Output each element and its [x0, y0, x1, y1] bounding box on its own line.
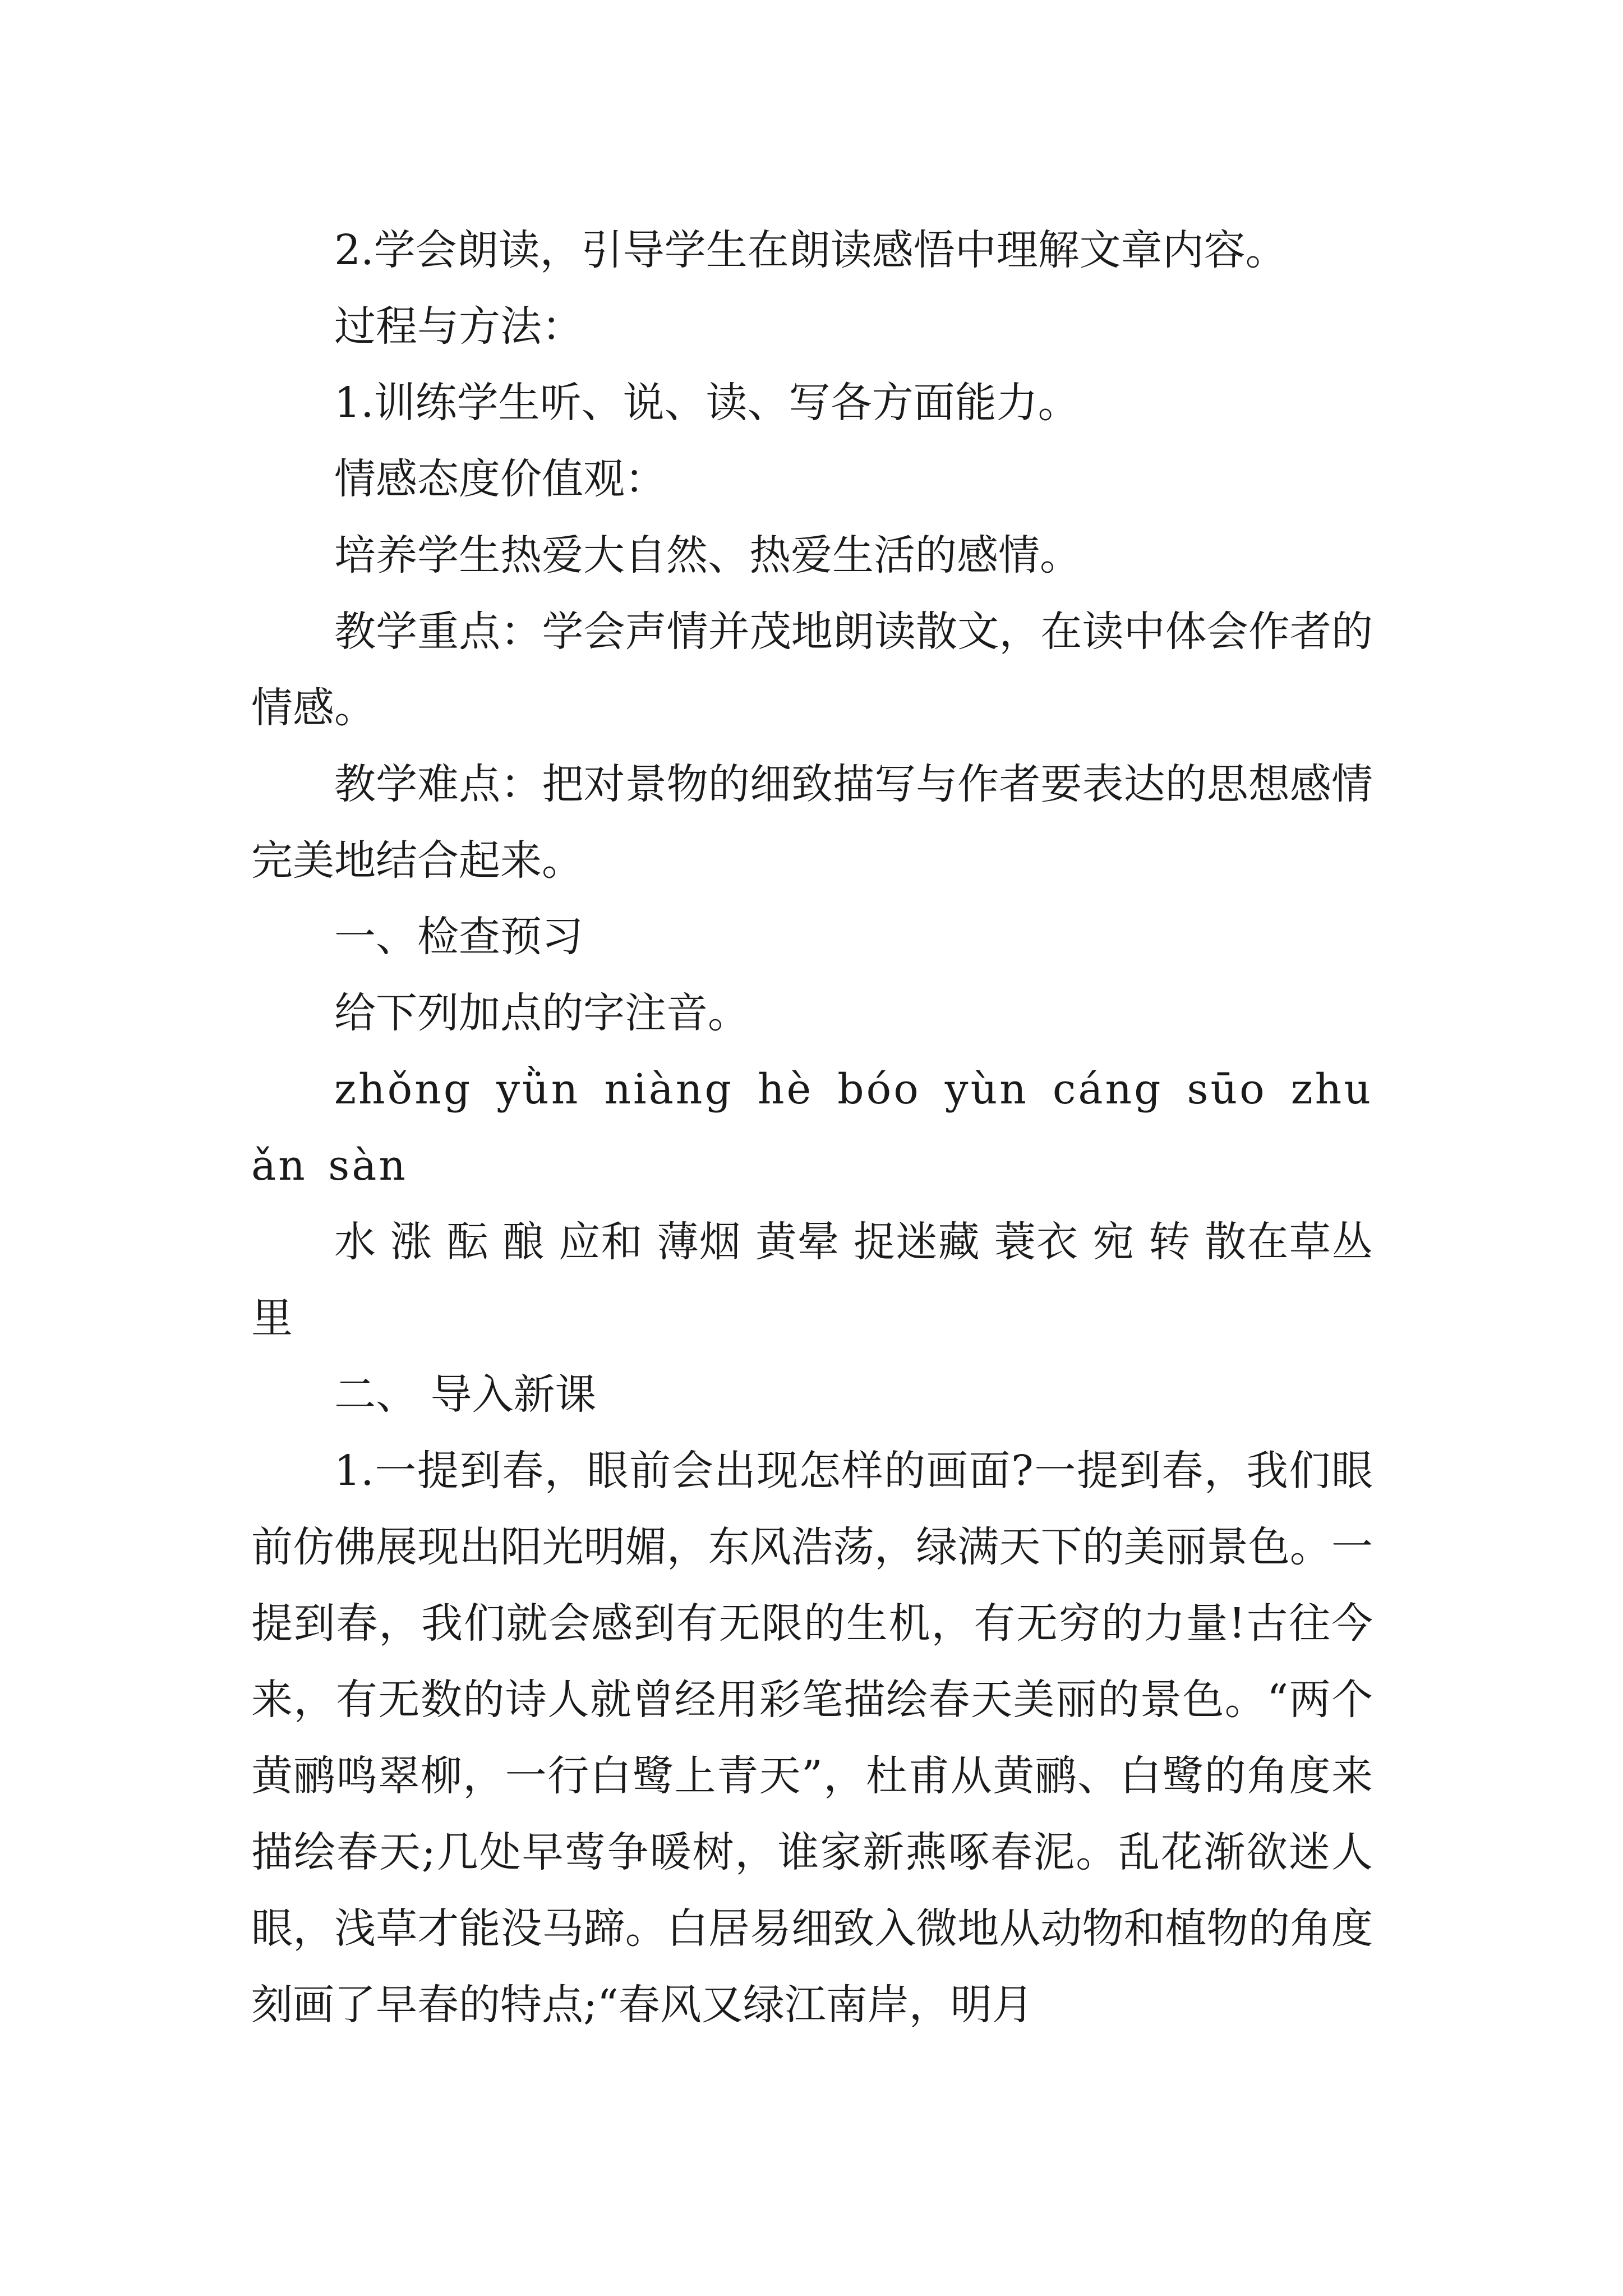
paragraph-values-content: 培养学生热爱大自然、热爱生活的感情。	[334, 531, 1081, 579]
section-heading-new-lesson: 二、 导入新课	[334, 1370, 597, 1419]
paragraph-teaching-difficulty: 教学难点：把对景物的细致描写与作者要表达的思想感情完美地结合起来。	[251, 760, 1373, 885]
paragraph-objective-2: 2.学会朗读，引导学生在朗读感悟中理解文章内容。	[334, 226, 1287, 274]
paragraph-introduction-spring: 1.一提到春，眼前会出现怎样的画面?一提到春，我们眼前仿佛展现出阳光明媚，东风浩荡，绿满天下的美丽景色。一提到春，我们就会感到有无限的生机，有无穷的力量!古往今来，有无数的诗人就曾经用彩笔描绘春天美丽的景色。“两个黄鹂鸣翠柳，一行白鹭上青天”，杜甫从黄鹂、白鹭的角度来描绘春天;几处早莺争暖树，谁家新燕啄春泥。乱花渐欲迷人眼，浅草才能没马蹄。白居易细致入微地从动物和植物的角度刻画了早春的特点;“春风又绿江南岸，明月	[251, 1447, 1373, 2029]
paragraph-vocabulary-words: 水 涨 酝 酿 应和 薄烟 黄晕 捉迷藏 蓑衣 宛 转 散在草丛里	[251, 1218, 1373, 1342]
paragraph-pinyin-line: zhǒng yǜn niàng hè bóo yùn cáng sūo zhuǎn sàn	[251, 1065, 1373, 1190]
section-heading-preview-check: 一、检查预习	[334, 913, 583, 961]
paragraph-process-method-heading: 过程与方法：	[334, 302, 583, 351]
paragraph-pinyin-instruction: 给下列加点的字注音。	[334, 989, 749, 1037]
paragraph-teaching-focus: 教学重点：学会声情并茂地朗读散文，在读中体会作者的情感。	[251, 608, 1373, 732]
document-body	[251, 212, 1373, 2043]
paragraph-process-method-1: 1.训练学生听、说、读、写各方面能力。	[334, 379, 1080, 427]
paragraph-values-heading: 情感态度价值观：	[334, 455, 666, 503]
